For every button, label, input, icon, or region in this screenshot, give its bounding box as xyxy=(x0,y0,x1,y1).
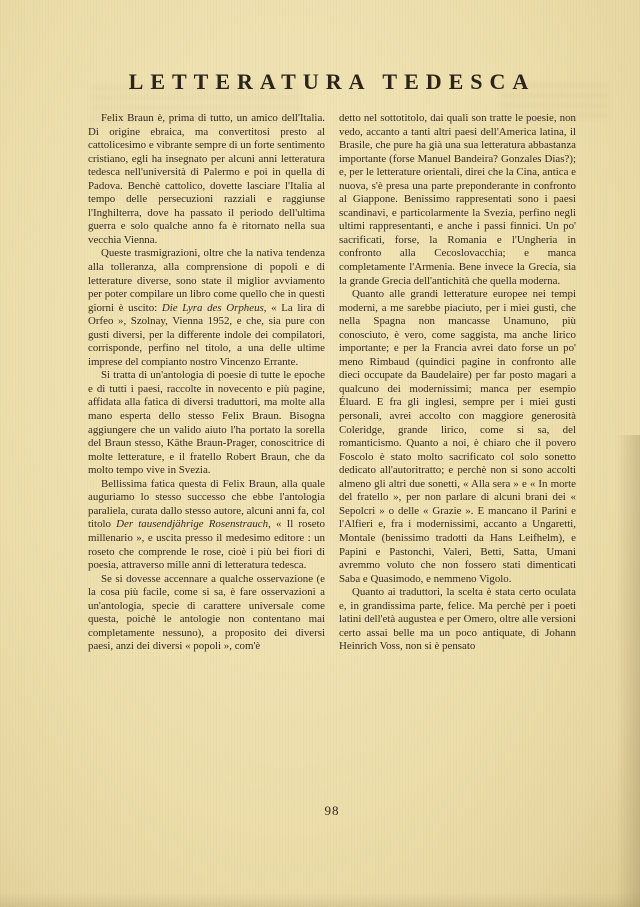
paragraph xyxy=(88,369,325,477)
paragraph xyxy=(88,247,325,369)
paragraph xyxy=(339,288,576,586)
paragraph-text: Si tratta di un'antologia di poesie di tutte le epoche e di tutti i paesi, raccolte in novecento e più pagine, affidata alla fatica di diversi traduttori, ma molte alla mano esperta dello stesso Felix Braun. Bisogna aggiungere che un valido aiuto l'ha portato la sorella del Braun stesso, Käthe Braun-Prager, conoscitrice di molte letterature, e il fratello Robert Braun, che da molto tempo vive in Svezia. xyxy=(88,369,325,477)
book-title-italic: Der tausendjährige Rosenstrauch, xyxy=(116,518,271,531)
paragraph-text: Quanto ai traduttori, la scelta è stata certo oculata e, in grandissima parte, felice. Ma perchè per i poeti latini dell'età augustea e per Omero, oltre alle versioni certo assai belle ma un poco antiquate, di Johann Heinrich Voss, non si è pensato xyxy=(339,586,576,653)
paragraph-continuation xyxy=(339,112,576,288)
page-number: 98 xyxy=(324,803,340,818)
paragraph-text: Quanto alle grandi letterature europee nei tempi moderni, a me sarebbe piaciuto, per i miei gusti, che nella Spagna non mancasse Unamuno, più conosciuto, è vero, come saggista, ma anche lirico importante; e per la Francia avrei dato forse un po' meno Rimbaud (quindici pagine in confronto alle dieci occupate da Baudelaire) per far posto magari a qualcuno dei modernissimi; manca per esempio Éluard. E fra gli inglesi, sempre per i miei gusti personali, avrei accolto con maggiore generosità Coleridge, grande lirico, come si sa, del romanticismo. Quanto a noi, è chiaro che il povero Foscolo è stato molto sacrificato col solo sonetto dedicato all'autoritratto; e perchè non si sono accolti almeno gli altri due sonetti, « Alla sera » e « In morte del fratello », per non parlare di alcuni brani dei « Sepolcri » o delle « Grazie ». E mancano il Parini e l'Alfieri e, fra i modernissimi, accanto a Ungaretti, Montale (benissimo tradotti da Hans Leifhelm), e Papini e Pastonchi, Valeri, Betti, Satta, Umani avremmo voluto che non fossero stati dimenticati Saba e Quasimodo, e nemmeno Vigolo. xyxy=(339,288,576,585)
right-column xyxy=(339,112,576,654)
paragraph-text: Queste trasmigrazioni, oltre che la nativa tendenza alla tolleranza, alla comprensione di popoli e di letterature diverse, sono state il miglior avviamento per poter compilare un libro come quello che in questi giorni è uscito: xyxy=(88,247,325,314)
page-edge-shadow xyxy=(616,435,640,907)
paragraph-text: Felix Braun è, prima di tutto, un amico dell'Italia. Di origine ebraica, ma convertitosi presto al cattolicesimo e vibrante sempre di un forte sentimento cristiano, egli ha insegnato per alcuni anni letteratura tedesca nell'università di Palermo e poi in quella di Padova. Benchè cattolico, dovette lasciare l'Italia al tempo delle persecuzioni razziali e raggiunse l'Inghilterra, dove ha passato il periodo dell'ultima guerra e solo qualche anno fa è ritornato nella sua vecchia Vienna. xyxy=(88,112,325,246)
book-title-italic: Die Lyra des Orpheus, xyxy=(161,301,267,314)
paragraph-text: « La lira di Orfeo », Szolnay, Vienna 1952, e che, sia pure con gusti diversi, per la differente indole dei compilatori, corrisponde, perfino nel titolo, a una delle ultime imprese del compianto nostro Vincenzo Errante. xyxy=(88,301,325,368)
paragraph xyxy=(88,478,325,573)
text-columns xyxy=(88,112,576,654)
paragraph xyxy=(88,112,325,247)
page-bottom-shadow xyxy=(0,893,640,907)
paragraph-text: « Il roseto millenario », e uscita presso il medesimo editore : un roseto che comprende le rose, cioè i più bei fiori di poesia, attraverso mille anni di letteratura tedesca. xyxy=(88,518,326,572)
paragraph-text: Bellissima fatica questa di Felix Braun, alla quale auguriamo lo stesso successo che ebbe l'antologia paraliela, curata dallo stesso autore, alcuni anni fa, col titolo xyxy=(88,477,325,531)
page-title: LETTERATURA TEDESCA xyxy=(128,68,536,94)
paragraph xyxy=(339,586,576,654)
paragraph-text: Se si dovesse accennare a qualche osservazione (e la cosa più facile, come si sa, è fare osservazioni a un'antologia, specie di carattere universale come questa, poichè le antologie non contentano mai completamente nessuno), a proposito dei diversi paesi, anzi dei diversi « popoli », com'è xyxy=(88,572,325,653)
left-column xyxy=(88,112,325,654)
paragraph-text: detto nel sottotitolo, dai quali son tratte le poesie, non vedo, accanto a tanti altri paesi dell'America latina, il Brasile, che pure ha già una sua letteratura abbastanza importante (forse Manuel Bandeira? Gonzales Dias?); e, per le letterature orientali, direi che la Cina, antica e nuova, s'è presa una parte preponderante in confronto al Giappone. Benissimo rappresentati sono i paesi scandinavi, e particolarmente la Svezia, perfino negli ultimi rappresentanti, e anche i passi finnici. Un po' sacrificati, forse, la Romania e l'Ungheria in confronto alla Cecoslovacchia; e manca completamente l'Armenia. Bene invece la Grecia, sia la grande Grecia dell'antichità che quella moderna. xyxy=(339,112,576,287)
paragraph xyxy=(88,573,325,654)
